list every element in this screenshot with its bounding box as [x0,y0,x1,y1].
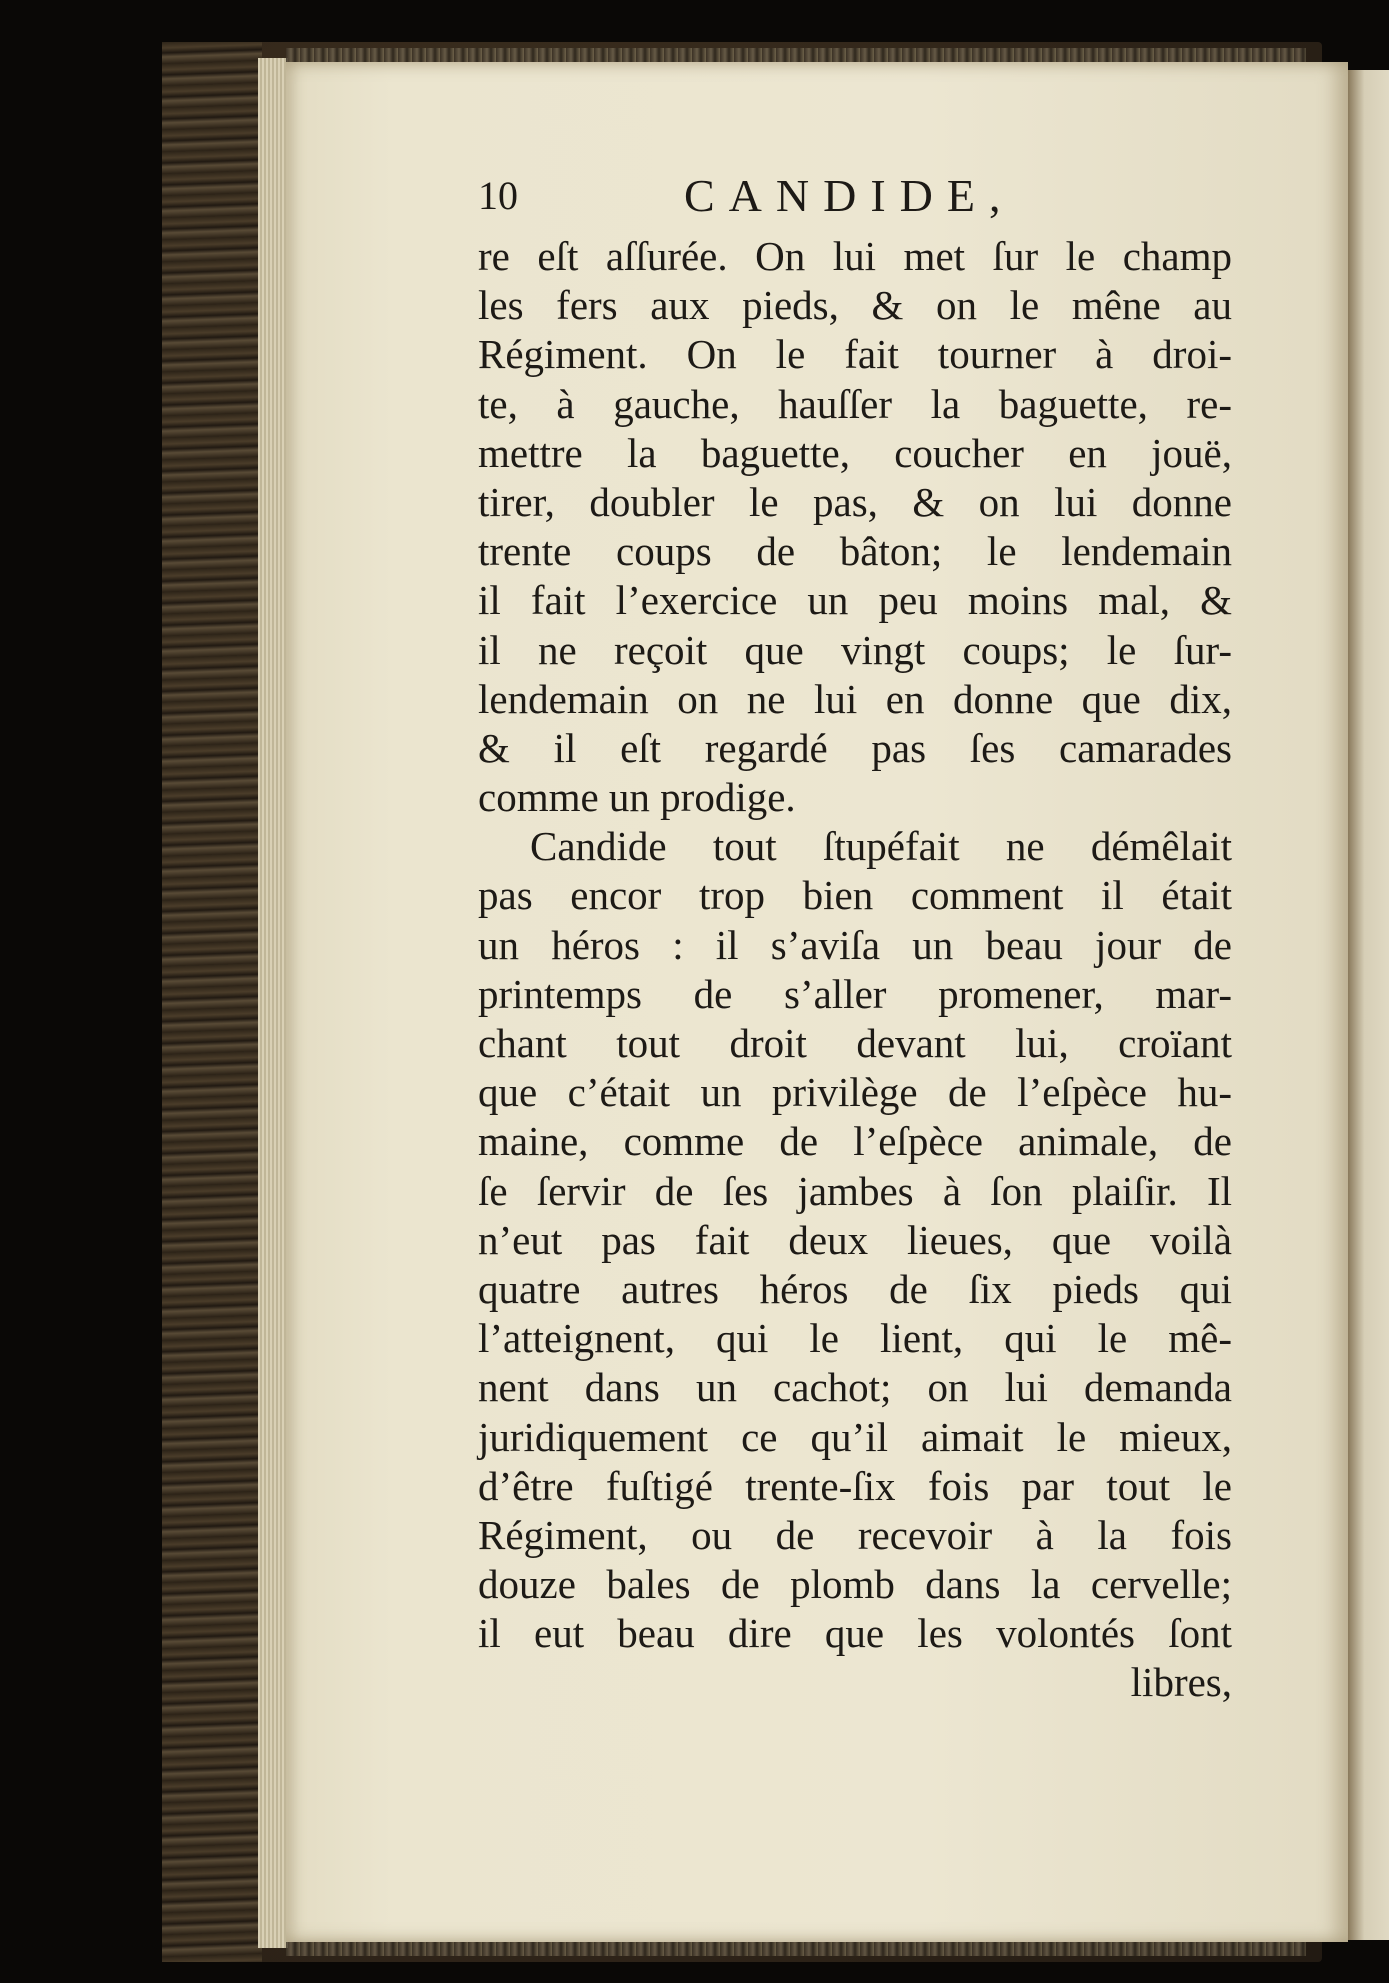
catchword: libres, [1130,1659,1232,1706]
body-text [478,232,1232,1708]
text-line: comme un prodige. [478,774,796,821]
text-line: il fait l’exercice un peu moins mal, & [478,577,1232,624]
text-line: trente coups de bâton; le lendemain [478,528,1232,575]
text-line: mettre la baguette, coucher en jouë, [478,429,1232,476]
text-line: pas encor trop bien comment il était [478,872,1232,919]
page-number: 10 [478,173,518,218]
text-line: un héros : il s’aviſa un beau jour de [478,921,1232,968]
text-line: que c’était un privilège de l’eſpèce hu- [478,1069,1232,1116]
book-spine [162,42,262,1962]
text-line: d’être fuſtigé trente-ſix fois par tout le [478,1462,1232,1509]
text-line: douze bales de plomb dans la cervelle; [478,1561,1232,1608]
text-line: maine, comme de l’eſpèce animale, de [478,1118,1232,1165]
running-title: CANDIDE, [684,170,1015,221]
text-line: chant tout droit devant lui, croïant [478,1020,1232,1066]
text-line: n’eut pas fait deux lieues, que voilà [478,1216,1232,1263]
text-line: nent dans un cachot; on lui demanda [478,1364,1232,1411]
facing-page-edge [1348,70,1389,1940]
text-line: printemps de s’aller promener, mar- [478,970,1232,1017]
text-line: l’atteignent, qui le lient, qui le mê- [478,1315,1232,1362]
text-line: ſe ſervir de ſes jambes à ſon plaiſir. Il [478,1167,1232,1214]
text-line: juridiquement ce qu’il aimait le mieux, [478,1413,1232,1460]
text-line: Régiment, ou de recevoir à la fois [478,1511,1232,1558]
text-line: Régiment. On le fait tourner à droi- [478,331,1232,378]
page-edges [258,58,288,1948]
text-line: re eſt aſſurée. On lui met ſur le champ [478,233,1232,279]
text-line: te, à gauche, hauſſer la baguette, re- [478,380,1232,427]
text-line: lendemain on ne lui en donne que dix, [478,675,1232,722]
text-line: il eut beau dire que les volontés ſont [478,1610,1232,1657]
text-line: Candide tout ſtupéfait ne démêlait [530,823,1232,870]
text-line: il ne reçoit que vingt coups; le ſur- [478,626,1232,673]
page-header [478,166,1238,226]
text-line: tirer, doubler le pas, & on lui donne [478,478,1232,525]
text-line: les fers aux pieds, & on le mêne au [478,282,1232,329]
text-line: & il eſt regardé pas ſes camarades [478,724,1232,771]
bottom-binding-edge [286,1940,1306,1956]
text-line: quatre autres héros de ſix pieds qui [478,1265,1232,1312]
